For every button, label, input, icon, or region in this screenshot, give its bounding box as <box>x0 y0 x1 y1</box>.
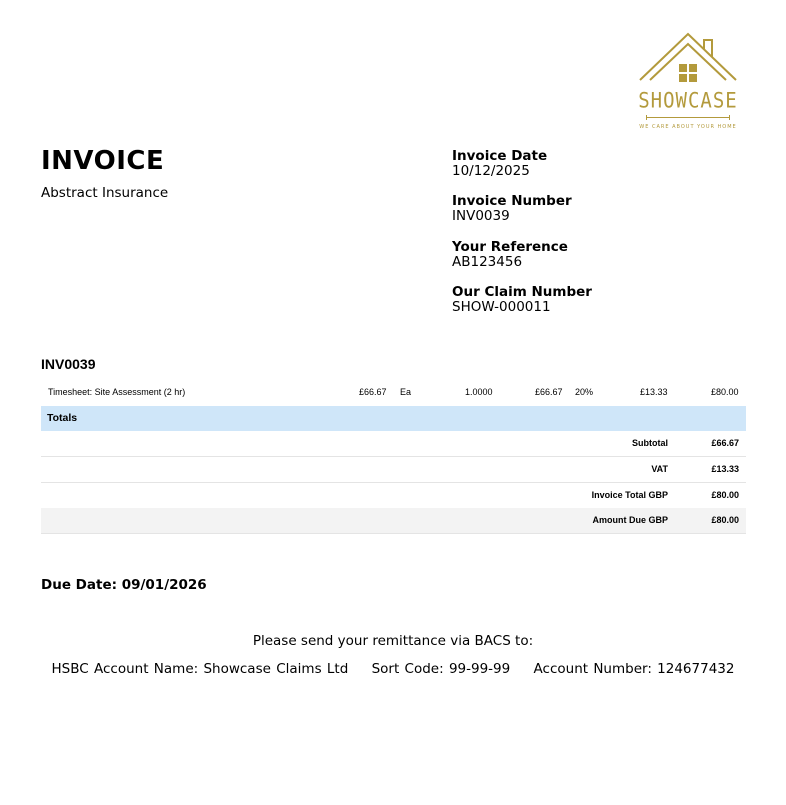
amount-due-value: £80.00 <box>711 515 739 525</box>
invoice-total-label: Invoice Total GBP <box>591 490 668 500</box>
vat-value: £13.33 <box>711 464 739 474</box>
totals-row-amount-due <box>41 508 746 534</box>
line-item-unit-price: £66.67 <box>359 387 387 397</box>
line-item-net: £66.67 <box>535 387 563 397</box>
bank-account-name: HSBC Account Name: Showcase Claims Ltd <box>51 661 349 677</box>
subtotal-label: Subtotal <box>632 438 668 448</box>
invoice-reference-heading: INV0039 <box>41 356 96 372</box>
invoice-title: INVOICE <box>41 146 165 176</box>
line-item-total: £80.00 <box>711 387 739 397</box>
line-item-unit: Ea <box>400 387 412 397</box>
totals-header <box>41 406 746 431</box>
invoice-total-value: £80.00 <box>711 490 739 500</box>
bank-sort-code: Sort Code: 99-99-99 <box>371 661 511 677</box>
company-logo <box>636 30 740 142</box>
totals-row-vat <box>41 457 746 483</box>
invoice-number-label: Invoice Number <box>452 193 572 209</box>
line-item-vat-rate: 20% <box>575 387 594 397</box>
claim-number-block <box>452 284 592 315</box>
amount-due-label: Amount Due GBP <box>592 515 668 525</box>
subtotal-value: £66.67 <box>711 438 739 448</box>
your-reference-block <box>452 239 568 270</box>
invoice-date-label: Invoice Date <box>452 148 548 164</box>
bank-account-number: Account Number: 124677432 <box>533 661 735 677</box>
line-item-row <box>41 382 746 402</box>
totals-row-subtotal <box>41 431 746 457</box>
logo-divider <box>646 117 730 118</box>
invoice-number-block <box>452 193 572 224</box>
bank-details <box>0 661 786 677</box>
remittance-instruction: Please send your remittance via BACS to: <box>252 633 534 649</box>
totals-row-invoice-total <box>41 483 746 509</box>
vat-label: VAT <box>651 464 668 474</box>
line-item-quantity: 1.0000 <box>465 387 493 397</box>
house-roof-icon <box>636 30 740 90</box>
logo-tagline: WE CARE ABOUT YOUR HOME <box>639 124 737 130</box>
line-item-vat: £13.33 <box>640 387 668 397</box>
invoice-date-block <box>452 148 547 179</box>
your-reference-label: Your Reference <box>452 239 568 255</box>
client-name: Abstract Insurance <box>41 185 169 201</box>
invoice-date-value: 10/12/2025 <box>452 163 530 179</box>
logo-wordmark: SHOWCASE <box>638 88 738 114</box>
invoice-number-value: INV0039 <box>452 208 510 224</box>
claim-number-value: SHOW-000011 <box>452 299 551 315</box>
totals-heading: Totals <box>47 412 78 424</box>
due-date: Due Date: 09/01/2026 <box>41 577 207 593</box>
line-item-description: Timesheet: Site Assessment (2 hr) <box>48 387 186 397</box>
your-reference-value: AB123456 <box>452 254 523 270</box>
claim-number-label: Our Claim Number <box>452 284 592 300</box>
